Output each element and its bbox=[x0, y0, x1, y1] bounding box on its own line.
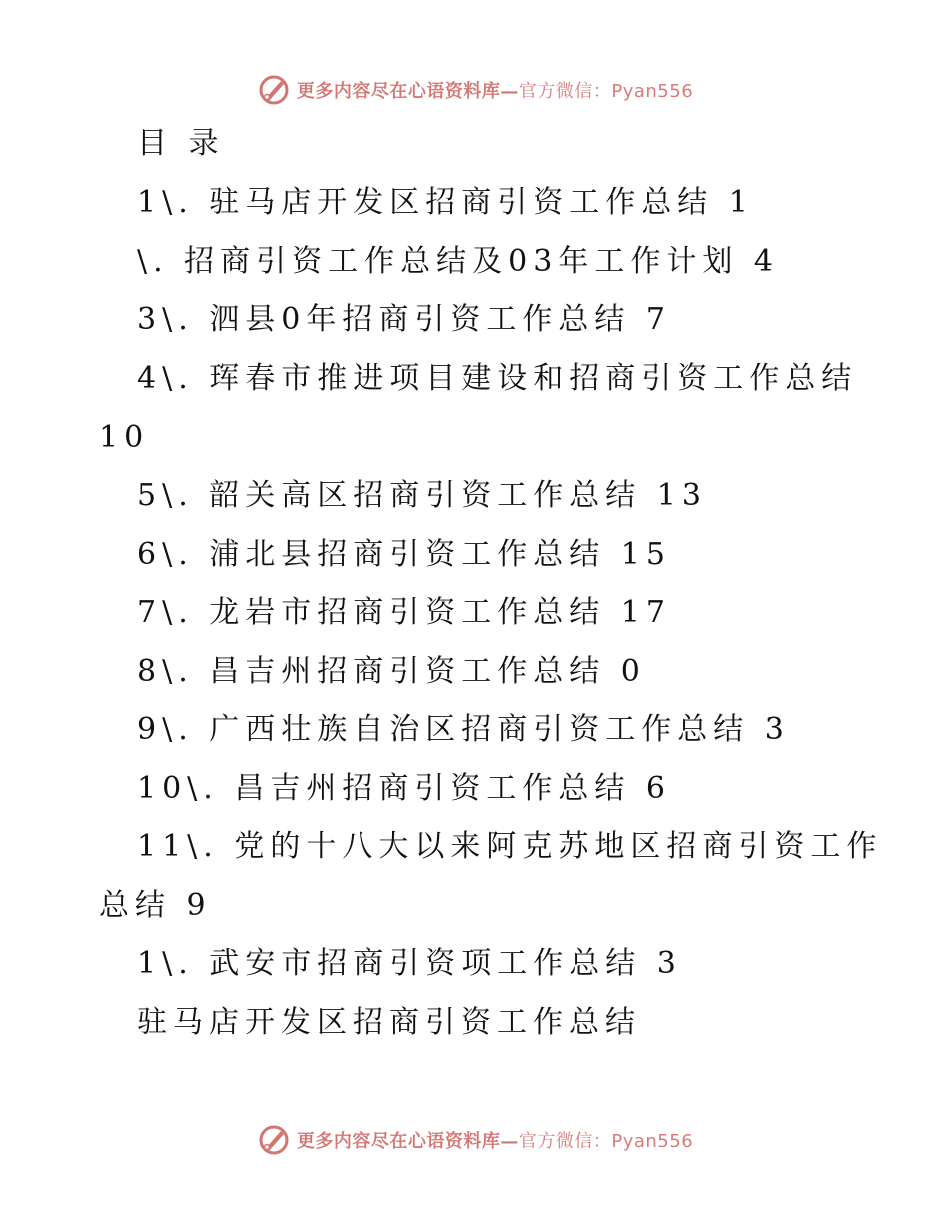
toc-entry-continuation: 10 bbox=[99, 420, 150, 455]
watermark-text: 更多内容尽在心语资料库—官方微信：Pyan556 bbox=[296, 81, 694, 102]
toc-entry-continuation: 总结 9 bbox=[99, 888, 212, 923]
pen-logo-icon bbox=[257, 1123, 291, 1157]
watermark-text: 更多内容尽在心语资料库—官方微信：Pyan556 bbox=[296, 1131, 694, 1152]
toc-title: 目 录 bbox=[137, 126, 225, 161]
toc-entry: 9\. 广西壮族自治区招商引资工作总结 3 bbox=[137, 712, 790, 747]
toc-entry: 1\. 驻马店开发区招商引资工作总结 1 bbox=[137, 185, 754, 220]
toc-entry: 6\. 浦北县招商引资工作总结 15 bbox=[137, 537, 671, 572]
toc-entry: 8\. 昌吉州招商引资工作总结 0 bbox=[137, 654, 646, 689]
toc-entry: 4\. 珲春市推进项目建设和招商引资工作总结 bbox=[137, 361, 858, 396]
toc-entry: 5\. 韶关高区招商引资工作总结 13 bbox=[137, 478, 707, 513]
watermark-header bbox=[0, 70, 950, 110]
toc-entry: 7\. 龙岩市招商引资工作总结 17 bbox=[137, 595, 671, 630]
toc-entry: 10\. 昌吉州招商引资工作总结 6 bbox=[137, 771, 671, 806]
toc-entry: 3\. 泗县0年招商引资工作总结 7 bbox=[137, 302, 671, 337]
toc-entry: 11\. 党的十八大以来阿克苏地区招商引资工作 bbox=[137, 829, 883, 864]
toc-entry: \. 招商引资工作总结及03年工作计划 4 bbox=[137, 244, 779, 279]
pen-logo-icon bbox=[257, 73, 291, 107]
watermark-footer bbox=[0, 1120, 950, 1160]
toc-entry: 1\. 武安市招商引资项工作总结 3 bbox=[137, 946, 682, 981]
section-heading: 驻马店开发区招商引资工作总结 bbox=[137, 1005, 641, 1040]
